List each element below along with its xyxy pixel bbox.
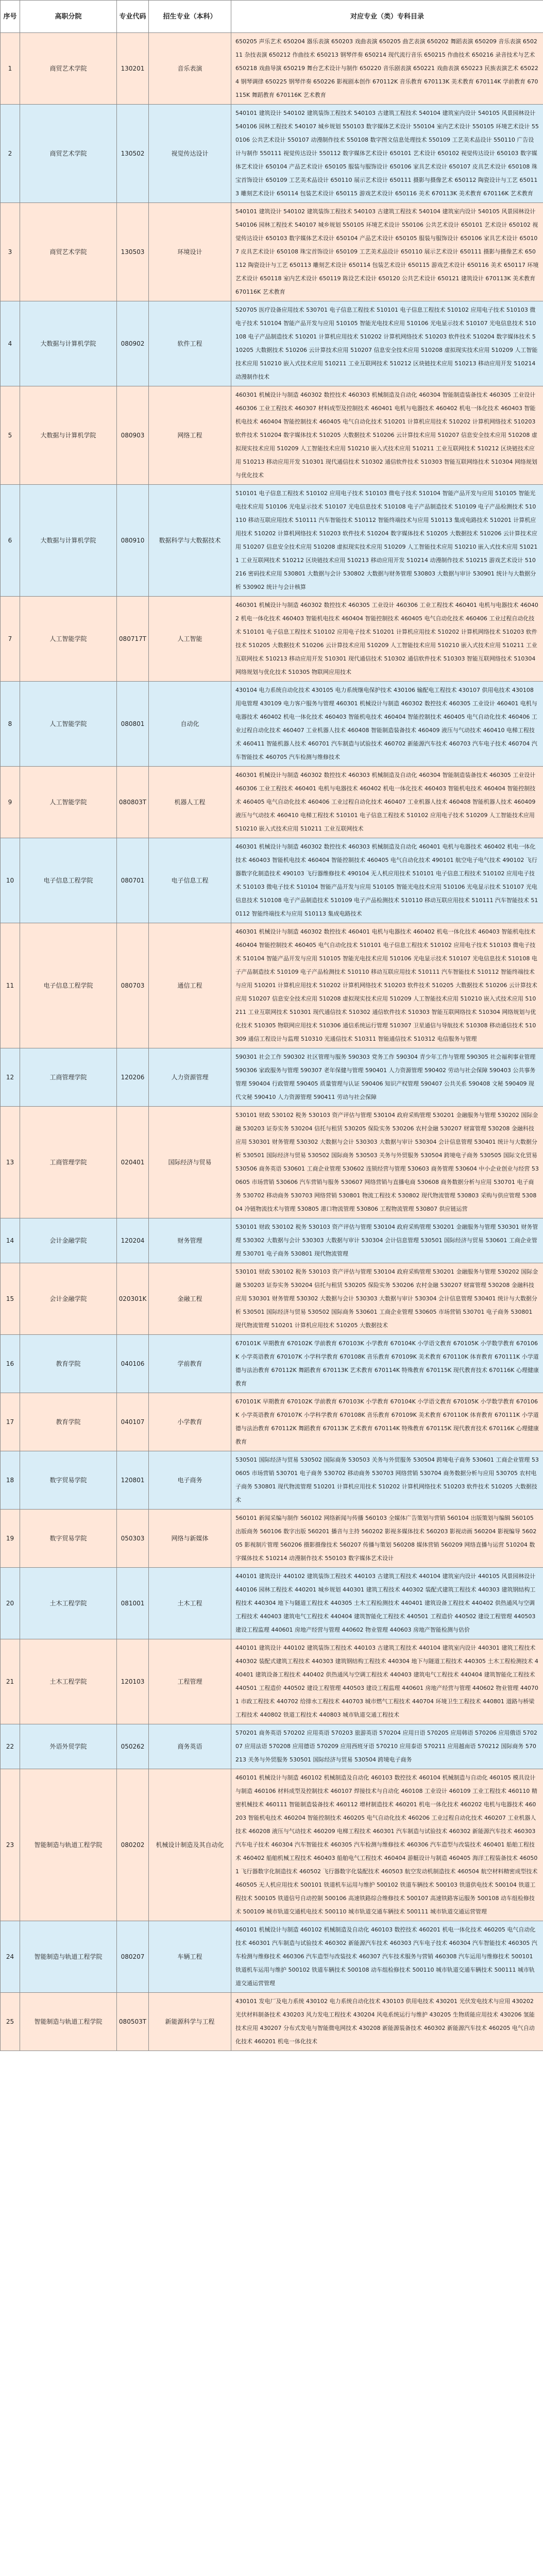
row-college: 外语外贸学院: [20, 1724, 117, 1769]
table-row: [1, 1107, 543, 1218]
row-major-code: 080717T: [117, 597, 149, 682]
row-index: 7: [1, 597, 20, 682]
row-college: 会计金融学院: [20, 1218, 117, 1263]
row-major-code: 120103: [117, 1639, 149, 1724]
row-major-name: 人工智能: [149, 597, 231, 682]
row-major-code: 080703: [117, 923, 149, 1048]
row-index: 14: [1, 1218, 20, 1263]
row-diploma-list: 530501 国际经济与贸易 530502 国际商务 530503 关务与外贸服务 530504 跨境电子商务 530601 工商企业管理 530605 市场营销 530701 电子商务 530702 移动商务 530703 网络营销 530704 商务数据分析与应用 530705 农村电子商务 530801 现代物流管理 510201 计算机应用技术 510202 计算机网络技术 510203 软件技术 510205 大数据技术: [231, 1451, 543, 1510]
row-diploma-list: 670101K 早期教育 670102K 学前教育 670103K 小学教育 670104K 小学语文教育 670105K 小学数学教育 670106K 小学英语教育 670107K 小学科学教育 670108K 音乐教育 670109K 美术教育 670110K 体育教育 670111K 小学道德与法治教育 670112K 舞蹈教育 670113K 艺术教育 670114K 特殊教育 670115K 现代教育技术 670116K 心理健康教育: [231, 1393, 543, 1451]
row-major-name: 电子信息工程: [149, 838, 231, 923]
row-major-code: 080207: [117, 1921, 149, 1993]
header-index: 序号: [1, 1, 20, 33]
row-major-name: 自动化: [149, 682, 231, 767]
row-college: 人工智能学院: [20, 682, 117, 767]
row-index: 8: [1, 682, 20, 767]
row-college: 人工智能学院: [20, 767, 117, 838]
row-major-code: 080202: [117, 1769, 149, 1921]
row-major-code: 130502: [117, 105, 149, 203]
table-row: [1, 767, 543, 838]
table-row: [1, 301, 543, 386]
table-row: [1, 1263, 543, 1335]
row-diploma-list: 460301 机械设计与制造 460302 数控技术 460303 机械制造及自动化 460304 智能制造装备技术 460305 工业设计 460306 工业工程技术 460307 材料成型及控制技术 460401 电机与电器技术 460402 机电一体化技术 460403 智能机电技术 460404 智能控制技术 460405 电气自动化技术 510201 计算机应用技术 510202 计算机网络技术 510203 软件技术 510204 数字媒体技术 510205 大数据技术 510206 云计算技术应用 510207 信息安全技术应用 510208 虚拟现实技术应用 510209 人工智能技术应用 510210 嵌入式技术应用 510211 工业互联网技术 510212 区块链技术应用 510213 移动应用开发 510301 现代通信技术 510302 通信软件技术 510303 智能互联网络技术 510304 网络规划与优化技术: [231, 386, 543, 485]
row-diploma-list: 460301 机械设计与制造 460302 数控技术 460305 工业设计 460306 工业工程技术 460401 电机与电器技术 460402 机电一体化技术 460403 智能机电技术 460404 智能控制技术 460405 电气自动化技术 460406 工业过程自动化技术 510101 电子信息工程技术 510102 应用电子技术 510201 计算机应用技术 510202 计算机网络技术 510203 软件技术 510205 大数据技术 510206 云计算技术应用 510209 人工智能技术应用 510210 嵌入式技术应用 510211 工业互联网技术 510213 移动应用开发 510301 现代通信技术 510302 通信软件技术 510303 智能互联网络技术 510304 网络规划与优化技术 510305 物联网应用技术: [231, 597, 543, 682]
table-row: [1, 1769, 543, 1921]
row-major-code: 081001: [117, 1568, 149, 1639]
header-college: 高职分院: [20, 1, 117, 33]
row-major-name: 小学教育: [149, 1393, 231, 1451]
row-index: 5: [1, 386, 20, 485]
table-row: [1, 33, 543, 105]
row-diploma-list: 460301 机械设计与制造 460302 数控技术 460303 机械制造及自动化 460401 电机与电器技术 460402 机电一体化技术 460403 智能机电技术 460404 智能控制技术 460405 电气自动化技术 490101 航空电子电气技术 490102 飞行器数字化制造技术 490103 飞行器维修技术 490104 无人机应用技术 510101 电子信息工程技术 510102 应用电子技术 510103 微电子技术 510104 智能产品开发与应用 510105 智能光电技术应用 510106 光电显示技术 510107 光电信息技术 510108 电子产品制造技术 510109 电子产品检测技术 510110 移动互联应用技术 510111 汽车智能技术 510112 智能终端技术与应用 510113 集成电路技术: [231, 838, 543, 923]
row-college: 电子信息工程学院: [20, 923, 117, 1048]
table-row: [1, 1048, 543, 1107]
table-row: [1, 1451, 543, 1510]
row-index: 15: [1, 1263, 20, 1335]
row-index: 10: [1, 838, 20, 923]
table-row: [1, 838, 543, 923]
row-diploma-list: 430104 电力系统自动化技术 430105 电力系统继电保护技术 430106 输配电工程技术 430107 供用电技术 430108 用电管理 430109 电力客户服务与管理 460301 机械设计与制造 460302 数控技术 460305 工业设计 460401 电机与电器技术 460402 机电一体化技术 460403 智能机电技术 460404 智能控制技术 460405 电气自动化技术 460406 工业过程自动化技术 460407 工业机器人技术 460408 智能制造装备技术 460409 液压与气动技术 460410 电梯工程技术 460411 智能机器人技术 460701 汽车制造与试验技术 460702 新能源汽车技术 460703 汽车电子技术 460704 汽车智能技术 460705 汽车检测与维修技术: [231, 682, 543, 767]
table-row: [1, 203, 543, 301]
row-index: 23: [1, 1769, 20, 1921]
row-diploma-list: 590301 社会工作 590302 社区管理与服务 590303 党务工作 590304 青少年工作与管理 590305 社会福利事业管理 590306 家政服务与管理 590307 老年保健与管理 590401 人力资源管理 590402 劳动与社会保障 590403 公共事务管理 590404 行政管理 590405 质量管理与认证 590406 知识产权管理 590407 公共关系 590408 文秘 590409 现代文秘 590410 人力资源管理 590411 劳动与社会保障: [231, 1048, 543, 1107]
row-major-code: 080801: [117, 682, 149, 767]
table-row: [1, 597, 543, 682]
row-major-code: 080903: [117, 386, 149, 485]
table-body: [1, 33, 543, 2051]
row-major-name: 学前教育: [149, 1335, 231, 1393]
row-major-name: 视觉传达设计: [149, 105, 231, 203]
row-major-code: 020301K: [117, 1263, 149, 1335]
table-row: [1, 682, 543, 767]
row-college: 商贸艺术学院: [20, 203, 117, 301]
row-major-name: 音乐表演: [149, 33, 231, 105]
table-row: [1, 923, 543, 1048]
row-major-name: 网络与新媒体: [149, 1510, 231, 1568]
table-row: [1, 1724, 543, 1769]
row-college: 大数据与计算机学院: [20, 386, 117, 485]
row-college: 会计金融学院: [20, 1263, 117, 1335]
row-major-name: 工程管理: [149, 1639, 231, 1724]
row-college: 智能制造与轨道工程学院: [20, 1993, 117, 2051]
row-diploma-list: 530101 财政 530102 税务 530103 资产评估与管理 530104 政府采购管理 530201 金融服务与管理 530202 国际金融 530203 证券实务 530204 信托与租赁 530205 保险实务 530206 农村金融 530207 财富管理 530208 金融科技应用 530301 财务管理 530302 大数据与会计 530303 大数据与审计 530304 会计信息管理 530401 统计与大数据分析 530501 国际经济与贸易 530502 国际商务 530601 工商企业管理 530605 市场营销 530701 电子商务 530801 现代物流管理 510201 计算机应用技术 510205 大数据技术: [231, 1263, 543, 1335]
table-row: [1, 1335, 543, 1393]
row-major-name: 金融工程: [149, 1263, 231, 1335]
row-major-name: 软件工程: [149, 301, 231, 386]
row-major-code: 130201: [117, 33, 149, 105]
row-index: 2: [1, 105, 20, 203]
row-index: 13: [1, 1107, 20, 1218]
table-row: [1, 1393, 543, 1451]
row-college: 商贸艺术学院: [20, 33, 117, 105]
row-major-code: 050262: [117, 1724, 149, 1769]
row-index: 19: [1, 1510, 20, 1568]
row-diploma-list: 510101 电子信息工程技术 510102 应用电子技术 510103 微电子技术 510104 智能产品开发与应用 510105 智能光电技术应用 510106 光电显示技术 510107 光电信息技术 510108 电子产品制造技术 510109 电子产品检测技术 510110 移动互联应用技术 510111 汽车智能技术 510112 智能终端技术与应用 510113 集成电路技术 510201 计算机应用技术 510202 计算机网络技术 510203 软件技术 510204 数字媒体技术 510205 大数据技术 510206 云计算技术应用 510207 信息安全技术应用 510208 虚拟现实技术应用 510209 人工智能技术应用 510210 嵌入式技术应用 510211 工业互联网技术 510212 区块链技术应用 510213 移动应用开发 510214 动漫制作技术 510215 游戏艺术设计 510216 密码技术应用 530801 大数据与会计 530802 大数据与财务管理 530803 大数据与审计 530901 统计与大数据分析 530902 统计与会计核算: [231, 485, 543, 597]
row-index: 24: [1, 1921, 20, 1993]
row-college: 土木工程学院: [20, 1568, 117, 1639]
table-row: [1, 1218, 543, 1263]
row-diploma-list: 460301 机械设计与制造 460302 数控技术 460401 电机与电器技术 460402 机电一体化技术 460403 智能机电技术 460404 智能控制技术 460405 电气自动化技术 510101 电子信息工程技术 510102 应用电子技术 510103 微电子技术 510104 智能产品开发与应用 510105 智能光电技术应用 510106 光电显示技术 510107 光电信息技术 510108 电子产品制造技术 510109 电子产品检测技术 510110 移动互联应用技术 510111 汽车智能技术 510112 智能终端技术与应用 510201 计算机应用技术 510202 计算机网络技术 510203 软件技术 510205 大数据技术 510206 云计算技术应用 510207 信息安全技术应用 510208 虚拟现实技术应用 510209 人工智能技术应用 510210 嵌入式技术应用 510211 工业互联网技术 510301 现代通信技术 510302 通信软件技术 510303 智能互联网络技术 510304 网络规划与优化技术 510305 物联网应用技术 510306 通信系统运行管理 510307 卫星通信与导航技术 510308 移动通信技术 510309 通信工程设计与监理 510310 光通信技术 510311 智能通信技术 510312 电信服务与管理: [231, 923, 543, 1048]
header-list: 对应专业（类）专科目录: [231, 1, 543, 33]
row-diploma-list: 460301 机械设计与制造 460302 数控技术 460303 机械制造及自动化 460304 智能制造装备技术 460305 工业设计 460306 工业工程技术 460401 电机与电器技术 460402 机电一体化技术 460403 智能机电技术 460404 智能控制技术 460405 电气自动化技术 460406 工业过程自动化技术 460407 工业机器人技术 460408 智能机器人技术 460409 液压与气动技术 460410 电梯工程技术 510101 电子信息工程技术 510102 应用电子技术 510209 人工智能技术应用 510210 嵌入式技术应用 510211 工业互联网技术: [231, 767, 543, 838]
row-index: 1: [1, 33, 20, 105]
row-major-name: 土木工程: [149, 1568, 231, 1639]
table-row: [1, 1993, 543, 2051]
row-index: 9: [1, 767, 20, 838]
row-major-name: 国际经济与贸易: [149, 1107, 231, 1218]
table-row: [1, 1510, 543, 1568]
row-diploma-list: 530101 财政 530102 税务 530103 资产评估与管理 530104 政府采购管理 530201 金融服务与管理 530301 财务管理 530302 大数据与会计 530303 大数据与审计 530304 会计信息管理 530501 国际经济与贸易 530601 工商企业管理 530701 电子商务 530801 现代物流管理: [231, 1218, 543, 1263]
row-major-code: 050303: [117, 1510, 149, 1568]
row-major-name: 商务英语: [149, 1724, 231, 1769]
row-major-name: 数据科学与大数据技术: [149, 485, 231, 597]
row-college: 电子信息工程学院: [20, 838, 117, 923]
row-college: 教育学院: [20, 1335, 117, 1393]
row-major-name: 机器人工程: [149, 767, 231, 838]
row-college: 智能制造与轨道工程学院: [20, 1921, 117, 1993]
row-major-name: 新能源科学与工程: [149, 1993, 231, 2051]
row-diploma-list: 540101 建筑设计 540102 建筑装饰工程技术 540103 古建筑工程技术 540104 建筑室内设计 540105 风景园林设计 540106 园林工程技术 540107 城乡规划 550103 数字媒体艺术设计 550104 室内艺术设计 550105 环境艺术设计 550106 公共艺术设计 550107 动漫制作技术 550108 数字图文信息处理技术 550109 工艺美术品设计 550110 广告设计与制作 550111 视觉传达设计 550112 数字媒体艺术设计 650101 艺术设计 650102 视觉传达设计 650103 数字媒体艺术设计 650104 产品艺术设计 650105 服装与服饰设计 650106 家具艺术设计 650107 皮具艺术设计 650108 珠宝首饰设计 650109 工艺美术品设计 650110 展示艺术设计 650111 摄影与摄像艺术 650112 陶瓷设计与工艺 650113 雕刻艺术设计 650114 包装艺术设计 650115 游戏艺术设计 650116 美术 670113K 美术教育 670116K 艺术教育: [231, 105, 543, 203]
row-index: 21: [1, 1639, 20, 1724]
row-index: 16: [1, 1335, 20, 1393]
header-row: [1, 1, 543, 33]
row-diploma-list: 650205 声乐艺术 650204 器乐表演 650203 戏曲表演 650205 曲艺表演 650202 舞蹈表演 650209 音乐表演 650211 杂技表演 650212 作曲技术 650213 钢琴伴奏 650214 现代流行音乐 650215 作曲技术 650216 录音技术与艺术 650218 戏曲导演 650219 舞台艺术设计与制作 650220 音乐剧表演 650221 戏曲表演 650223 民族表演艺术 650224 钢琴调律 650225 钢琴伴奏 650226 影视剧本创作 670112K 音乐教育 670113K 美术教育 670114K 学前教育 670115K 舞蹈教育 670116K 艺术教育: [231, 33, 543, 105]
row-index: 18: [1, 1451, 20, 1510]
row-college: 数字贸易学院: [20, 1510, 117, 1568]
header-major: 招生专业（本科）: [149, 1, 231, 33]
row-index: 6: [1, 485, 20, 597]
row-college: 工商管理学院: [20, 1107, 117, 1218]
row-major-code: 040107: [117, 1393, 149, 1451]
row-college: 商贸艺术学院: [20, 105, 117, 203]
row-index: 4: [1, 301, 20, 386]
row-college: 智能制造与轨道工程学院: [20, 1769, 117, 1921]
row-college: 土木工程学院: [20, 1639, 117, 1724]
row-major-code: 120801: [117, 1451, 149, 1510]
row-diploma-list: 560101 新闻采编与制作 560102 网络新闻与传播 560103 全媒体广告策划与营销 560104 出版策划与编辑 560105 出版商务 560106 数字出版 560201 播音与主持 560202 影视多媒体技术 560203 影视动画 560204 影视编导 560205 影视制片管理 560206 摄影摄像技术 560207 传播与策划 560208 媒体营销 560209 网络直播与运营 510204 数字媒体技术 510214 动漫制作技术 550103 数字媒体艺术设计: [231, 1510, 543, 1568]
row-diploma-list: 540101 建筑设计 540102 建筑装饰工程技术 540103 古建筑工程技术 540104 建筑室内设计 540105 风景园林设计 540106 园林工程技术 540107 城乡规划 550105 环境艺术设计 550106 公共艺术设计 650101 艺术设计 650102 视觉传达设计 650103 数字媒体艺术设计 650104 产品艺术设计 650105 服装与服饰设计 650106 家具艺术设计 650107 皮具艺术设计 650108 珠宝首饰设计 650109 工艺美术品设计 650110 展示艺术设计 650111 摄影与摄像艺术 650112 陶瓷设计与工艺 650113 雕刻艺术设计 650114 包装艺术设计 650115 游戏艺术设计 650116 美术 650117 环境艺术设计 650118 室内艺术设计 650119 陈设艺术设计 650120 公共艺术设计 650121 建筑设计 670113K 美术教育 670116K 艺术教育: [231, 203, 543, 301]
row-major-code: 120204: [117, 1218, 149, 1263]
row-major-code: 080503T: [117, 1993, 149, 2051]
row-major-code: 080803T: [117, 767, 149, 838]
row-college: 大数据与计算机学院: [20, 301, 117, 386]
table-row: [1, 386, 543, 485]
table-header: [1, 1, 543, 33]
table-row: [1, 485, 543, 597]
row-index: 11: [1, 923, 20, 1048]
row-major-name: 人力资源管理: [149, 1048, 231, 1107]
row-diploma-list: 570201 商务英语 570202 应用英语 570203 旅游英语 570204 应用日语 570205 应用韩语 570206 应用俄语 570207 应用法语 570208 应用德语 570209 应用西班牙语 570210 应用泰语 570211 应用越南语 570212 国际商务 570213 关务与外贸服务 530501 国际经济与贸易 530504 跨境电子商务: [231, 1724, 543, 1769]
row-major-code: 130503: [117, 203, 149, 301]
row-college: 教育学院: [20, 1393, 117, 1451]
row-major-name: 网络工程: [149, 386, 231, 485]
row-index: 3: [1, 203, 20, 301]
row-major-code: 120206: [117, 1048, 149, 1107]
row-college: 数字贸易学院: [20, 1451, 117, 1510]
row-diploma-list: 440101 建筑设计 440102 建筑装饰工程技术 440103 古建筑工程技术 440104 建筑室内设计 440301 建筑工程技术 440302 装配式建筑工程技术 440303 建筑钢结构工程技术 440304 地下与隧道工程技术 440305 土木工程检测技术 440401 建筑设备工程技术 440402 供热通风与空调工程技术 440403 建筑电气工程技术 440404 建筑智能化工程技术 440501 工程造价 440502 建设工程管理 440503 建设工程监理 440601 房地产经营与管理 440602 物业管理 440701 市政工程技术 440702 给排水工程技术 440703 城市燃气工程技术 440704 环境卫生工程技术 440801 道路与桥梁工程技术 440802 铁道工程技术 440803 城市轨道交通工程技术: [231, 1639, 543, 1724]
row-major-name: 环境设计: [149, 203, 231, 301]
row-major-code: 080701: [117, 838, 149, 923]
table-row: [1, 105, 543, 203]
row-index: 22: [1, 1724, 20, 1769]
row-index: 20: [1, 1568, 20, 1639]
row-diploma-list: 670101K 早期教育 670102K 学前教育 670103K 小学教育 670104K 小学语文教育 670105K 小学数学教育 670106K 小学英语教育 670107K 小学科学教育 670108K 音乐教育 670109K 美术教育 670110K 体育教育 670111K 小学道德与法治教育 670112K 舞蹈教育 670113K 艺术教育 670114K 特殊教育 670115K 现代教育技术 670116K 心理健康教育: [231, 1335, 543, 1393]
row-index: 17: [1, 1393, 20, 1451]
row-major-code: 020401: [117, 1107, 149, 1218]
row-college: 人工智能学院: [20, 597, 117, 682]
row-diploma-list: 430101 发电厂及电力系统 430102 电力系统自动化技术 430103 供用电技术 430201 光伏发电技术与应用 430202 光伏材料制备技术 430203 风力发电工程技术 430204 风电系统运行与维护 430205 生物质能应用技术 430206 氢能技术应用 430207 分布式发电与智能微电网技术 430208 新能源装备技术 460302 新能源汽车技术 460205 电气自动化技术 460201 机电一体化技术: [231, 1993, 543, 2051]
row-college: 工商管理学院: [20, 1048, 117, 1107]
row-major-name: 财务管理: [149, 1218, 231, 1263]
row-major-name: 机械设计制造及其自动化: [149, 1769, 231, 1921]
row-diploma-list: 460101 机械设计与制造 460102 机械制造及自动化 460103 数控技术 460104 机械制造与自动化 460105 模具设计与制造 460106 材料成型及控制技术 460107 焊接技术与自动化 460108 工业设计 460109 工业工程技术 460110 精密机械技术 460111 智能制造装备技术 460112 增材制造技术 460201 机电一体化技术 460202 电机与电器技术 460203 智能机电技术 460204 智能控制技术 460205 电气自动化技术 460206 工业过程自动化技术 460207 工业机器人技术 460208 液压与气动技术 460209 电梯工程技术 460301 汽车制造与试验技术 460302 新能源汽车技术 460303 汽车电子技术 460304 汽车智能技术 460305 汽车检测与维修技术 460306 汽车造型与改装技术 460401 船舶工程技术 460402 船舶机械工程技术 460403 船舶电气工程技术 460404 游艇设计与制造 460405 海洋工程装备技术 460501 飞行器数字化制造技术 460502 飞行器数字化装配技术 460503 航空发动机制造技术 460504 航空材料精密成型技术 460505 无人机应用技术 500101 铁道机车运用与维护 500102 铁道车辆技术 500103 铁道供电技术 500104 铁道工程技术 500105 铁道信号自动控制 500106 高速铁路综合维修技术 500107 高速铁路客运服务 500108 动车组检修技术 500109 城市轨道交通机电技术 500110 城市轨道交通车辆技术 500111 城市轨道交通运营管理: [231, 1769, 543, 1921]
row-major-name: 电子商务: [149, 1451, 231, 1510]
row-major-code: 040106: [117, 1335, 149, 1393]
row-index: 12: [1, 1048, 20, 1107]
table-row: [1, 1639, 543, 1724]
row-index: 25: [1, 1993, 20, 2051]
row-diploma-list: 530101 财政 530102 税务 530103 资产评估与管理 530104 政府采购管理 530201 金融服务与管理 530202 国际金融 530203 证券实务 530204 信托与租赁 530205 保险实务 530206 农村金融 530207 财富管理 530208 金融科技应用 530301 财务管理 530302 大数据与会计 530303 大数据与审计 530304 会计信息管理 530401 统计与大数据分析 530501 国际经济与贸易 530502 国际商务 530503 关务与外贸服务 530504 跨境电子商务 530505 国际文化贸易 530506 商务英语 530601 工商企业管理 530602 连锁经营与管理 530603 商务管理 530604 中小企业创业与经营 530605 市场营销 530606 汽车营销与服务 530607 网络营销与直播电商 530608 商务数据分析与应用 530701 电子商务 530702 移动商务 530703 网络营销 530801 物流工程技术 530802 现代物流管理 530803 采购与供应管理 530804 冷链物流技术与管理 530805 港口物流管理 530806 工程物流管理 530807 供应链运营: [231, 1107, 543, 1218]
table-row: [1, 1568, 543, 1639]
row-major-code: 080910: [117, 485, 149, 597]
row-diploma-list: 520705 医疗设备应用技术 530701 电子信息工程技术 510101 电子信息工程技术 510102 应用电子技术 510103 微电子技术 510104 智能产品开发与应用 510105 智能光电技术应用 510106 光电显示技术 510107 光电信息技术 510108 电子产品制造技术 510201 计算机应用技术 510202 计算机网络技术 510203 软件技术 510204 数字媒体技术 510205 大数据技术 510206 云计算技术应用 510207 信息安全技术应用 510208 虚拟现实技术应用 510209 人工智能技术应用 510210 嵌入式技术应用 510211 工业互联网技术 510212 区块链技术应用 510213 移动应用开发 510214 动漫制作技术: [231, 301, 543, 386]
header-code: 专业代码: [117, 1, 149, 33]
row-diploma-list: 460101 机械设计与制造 460102 机械制造及自动化 460103 数控技术 460201 机电一体化技术 460205 电气自动化技术 460301 汽车制造与试验技术 460302 新能源汽车技术 460303 汽车电子技术 460304 汽车智能技术 460305 汽车检测与维修技术 460306 汽车造型与改装技术 460307 汽车技术服务与营销 460308 汽车运用与维修技术 500101 铁道机车运用与维护 500102 铁道车辆技术 500108 动车组检修技术 500110 城市轨道交通车辆技术 500111 城市轨道交通运营管理: [231, 1921, 543, 1993]
row-major-name: 通信工程: [149, 923, 231, 1048]
table-row: [1, 1921, 543, 1993]
row-college: 大数据与计算机学院: [20, 485, 117, 597]
row-diploma-list: 440101 建筑设计 440102 建筑装饰工程技术 440103 古建筑工程技术 440104 建筑室内设计 440105 风景园林设计 440106 园林工程技术 440201 城乡规划 440301 建筑工程技术 440302 装配式建筑工程技术 440303 建筑钢结构工程技术 440304 地下与隧道工程技术 440305 土木工程检测技术 440401 建筑设备工程技术 440402 供热通风与空调工程技术 440403 建筑电气工程技术 440404 建筑智能化工程技术 440501 工程造价 440502 建设工程管理 440503 建设工程监理 440601 房地产经营与管理 440602 物业管理 440603 房地产智能检测与估价: [231, 1568, 543, 1639]
row-major-name: 车辆工程: [149, 1921, 231, 1993]
row-major-code: 080902: [117, 301, 149, 386]
